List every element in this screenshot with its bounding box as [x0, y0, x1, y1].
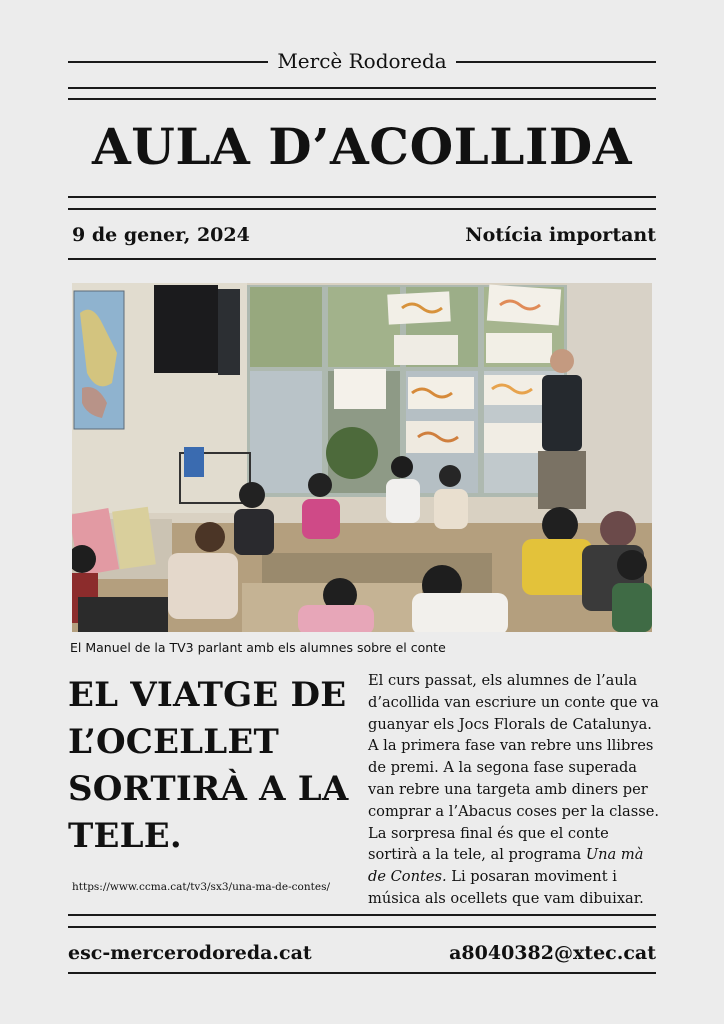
news-tag: Notícia important — [465, 224, 656, 246]
photo-caption: El Manuel de la TV3 parlant amb els alumnes sobre el conte — [70, 640, 446, 655]
article-body — [368, 670, 660, 910]
school-name: Mercè Rodoreda — [0, 48, 724, 74]
footer-rule-top-1 — [68, 914, 656, 916]
program-title: Una mà de Contes. — [368, 846, 644, 886]
footer-rule-bottom — [68, 972, 656, 974]
article-body-text: El curs passat, els alumnes de l’aula d’acollida van escriure un conte que va guanyar els Jocs Florals de Catalunya. A la primera fase van rebre uns llibres de premi. A la segona fase superada van rebre una targeta amb diners per comprar a l’Abacus coses per la classe. La sorpresa final és que el conte sortirà a la tele, al programa — [368, 672, 659, 864]
footer-rule-top-2 — [68, 926, 656, 928]
school-website[interactable]: esc-mercerodoreda.cat — [68, 942, 312, 964]
school-email[interactable]: a8040382@xtec.cat — [449, 942, 656, 964]
issue-date: 9 de gener, 2024 — [72, 224, 250, 246]
masthead-rule-bottom-1 — [68, 196, 656, 198]
masthead-rule-top-1 — [68, 87, 656, 89]
masthead-rule-top-2 — [68, 98, 656, 100]
masthead-rule-bottom-2 — [68, 208, 656, 210]
program-link[interactable]: https://www.ccma.cat/tv3/sx3/una-ma-de-contes/ — [72, 881, 330, 893]
page-title: AULA D’ACOLLIDA — [91, 117, 633, 176]
article-headline: EL VIATGE DE L’OCELLET SORTIRÀ A LA TELE. — [68, 675, 349, 856]
classroom-photo — [72, 283, 652, 632]
dateline-rule — [68, 258, 656, 260]
article-body-end: Li posaran moviment i música als ocellets que vam dibuixar. — [368, 868, 644, 907]
